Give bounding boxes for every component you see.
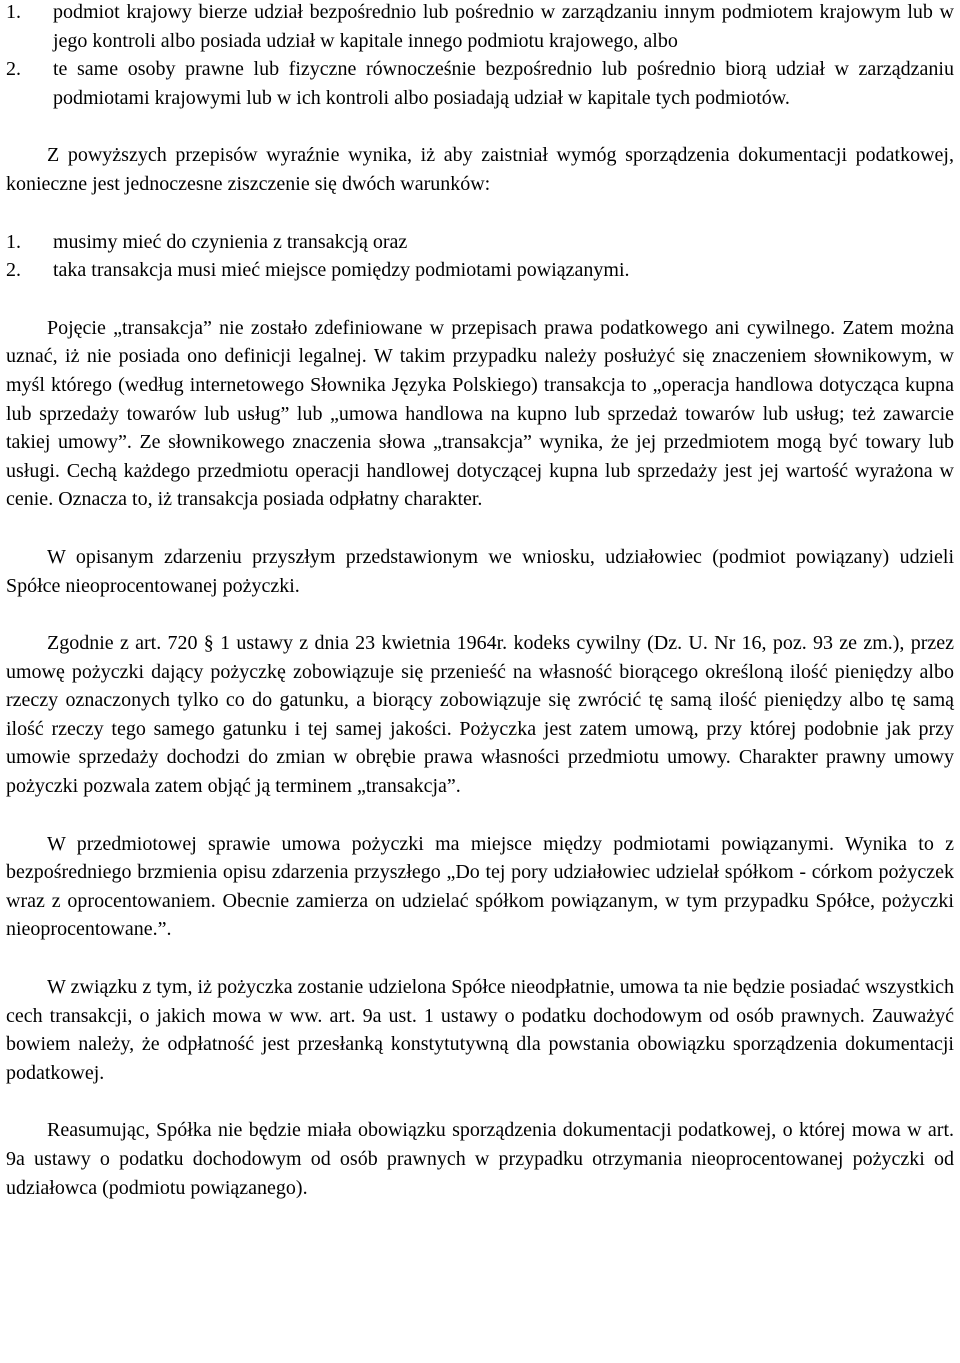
spacer (6, 199, 954, 228)
list-item (6, 0, 954, 55)
paragraph: Z powyższych przepisów wyraźnie wynika, iż aby zaistniał wymóg sporządzenia dokumentacji podatkowej, konieczne jest jednoczesne ziszczenie się dwóch warunków: (6, 144, 954, 195)
list-item (6, 228, 954, 257)
paragraph: W związku z tym, iż pożyczka zostanie udzielona Spółce nieodpłatnie, umowa ta nie będzie posiadać wszystkich cech transakcji, o jakich mowa w ww. art. 9a ust. 1 ustawy o podatku dochodowym od osób prawnych. Zauważyć bowiem należy, że odpłatność jest przesłanką konstytutywną dla powstania obowiązku sporządzenia dokumentacji podatkowej. (6, 976, 954, 1084)
requirements-list (6, 228, 954, 285)
spacer (6, 801, 954, 830)
list-item-number: 2. (6, 58, 21, 81)
paragraph: Reasumując, Spółka nie będzie miała obowiązku sporządzenia dokumentacji podatkowej, o której mowa w art. 9a ustawy o podatku dochodowym od osób prawnych w przypadku otrzymania nieoprocentowanej pożyczki od udziałowca (podmiotu powiązanego). (6, 1119, 954, 1199)
list-item-text: podmiot krajowy bierze udział bezpośrednio lub pośrednio w zarządzaniu innym podmiotem krajowym lub w jego kontroli albo posiada udział w kapitale innego podmiotu krajowego, albo (53, 1, 954, 52)
list-item-text: musimy mieć do czynienia z transakcją oraz (53, 230, 408, 253)
list-item-text: te same osoby prawne lub fizyczne równocześnie bezpośrednio lub pośrednio biorą udział w zarządzaniu podmiotami krajowymi lub w ich kontroli albo posiadają udział w kapitale tych podmiotów. (53, 58, 954, 109)
spacer (6, 285, 954, 314)
spacer (6, 1087, 954, 1116)
paragraph: Pojęcie „transakcja” nie zostało zdefiniowane w przepisach prawa podatkowego ani cywilnego. Zatem można uznać, iż nie posiada ono definicji legalnej. W takim przypadku należy posłużyć się znaczeniem słownikowym, w myśl którego (według internetowego Słownika Języka Polskiego) transakcja to „operacja handlowa dotycząca kupna lub sprzedaży towarów lub usług” lub „umowa handlowa na kupno lub sprzedaż towarów lub usług; też zawarcie takiej umowy”. Ze słownikowego znaczenia słowa „transakcja” wynika, że jej przedmiotem mogą być towary lub usługi. Cechą każdego przedmiotu operacji handlowej dotyczącej kupna lub sprzedaży jest jej wartość wyrażona w cenie. Oznacza to, iż transakcja posiada odpłatny charakter. (6, 316, 954, 511)
list-item-text: taka transakcja musi mieć miejsce pomiędzy podmiotami powiązanymi. (53, 259, 630, 282)
list-item-number: 1. (6, 230, 21, 253)
spacer (6, 600, 954, 629)
paragraph: W przedmiotowej sprawie umowa pożyczki ma miejsce między podmiotami powiązanymi. Wynika to z bezpośredniego brzmienia opisu zdarzenia przyszłego „Do tej pory udziałowiec udzielał spółkom - córkom pożyczek wraz z oprocentowaniem. Obecnie zamierza on udzielać spółkom powiązanym, w tym przypadku Spółce, pożyczki nieoprocentowane.”. (6, 832, 954, 941)
conditions-list (6, 0, 954, 112)
spacer (6, 944, 954, 973)
document-page (6, 0, 954, 1202)
list-item (6, 55, 954, 112)
paragraph: Zgodnie z art. 720 § 1 ustawy z dnia 23 kwietnia 1964r. kodeks cywilny (Dz. U. Nr 16, poz. 93 ze zm.), przez umowę pożyczki dający pożyczkę zobowiązuje się przenieść na własność biorącego określoną ilość pieniędzy albo rzeczy oznaczonych tylko co do gatunku, a biorący zobowiązuje się zwrócić tę samą ilość pieniędzy albo tę samą ilość rzeczy tego samego gatunku i tej samej jakości. Pożyczka jest zatem umową, przy której podobnie jak przy umowie sprzedaży dochodzi do zmian w obrębie prawa własności przedmiotu umowy. Charakter prawny umowy pożyczki pozwala zatem objąć ją terminem „transakcja”. (6, 632, 954, 798)
list-item-number: 1. (6, 1, 21, 23)
list-item-number: 2. (6, 259, 21, 282)
spacer (6, 514, 954, 543)
list-item (6, 256, 954, 285)
spacer (6, 112, 954, 141)
paragraph: W opisanym zdarzeniu przyszłym przedstawionym we wniosku, udziałowiec (podmiot powiązany) udzieli Spółce nieoprocentowanej pożyczki. (6, 545, 954, 597)
